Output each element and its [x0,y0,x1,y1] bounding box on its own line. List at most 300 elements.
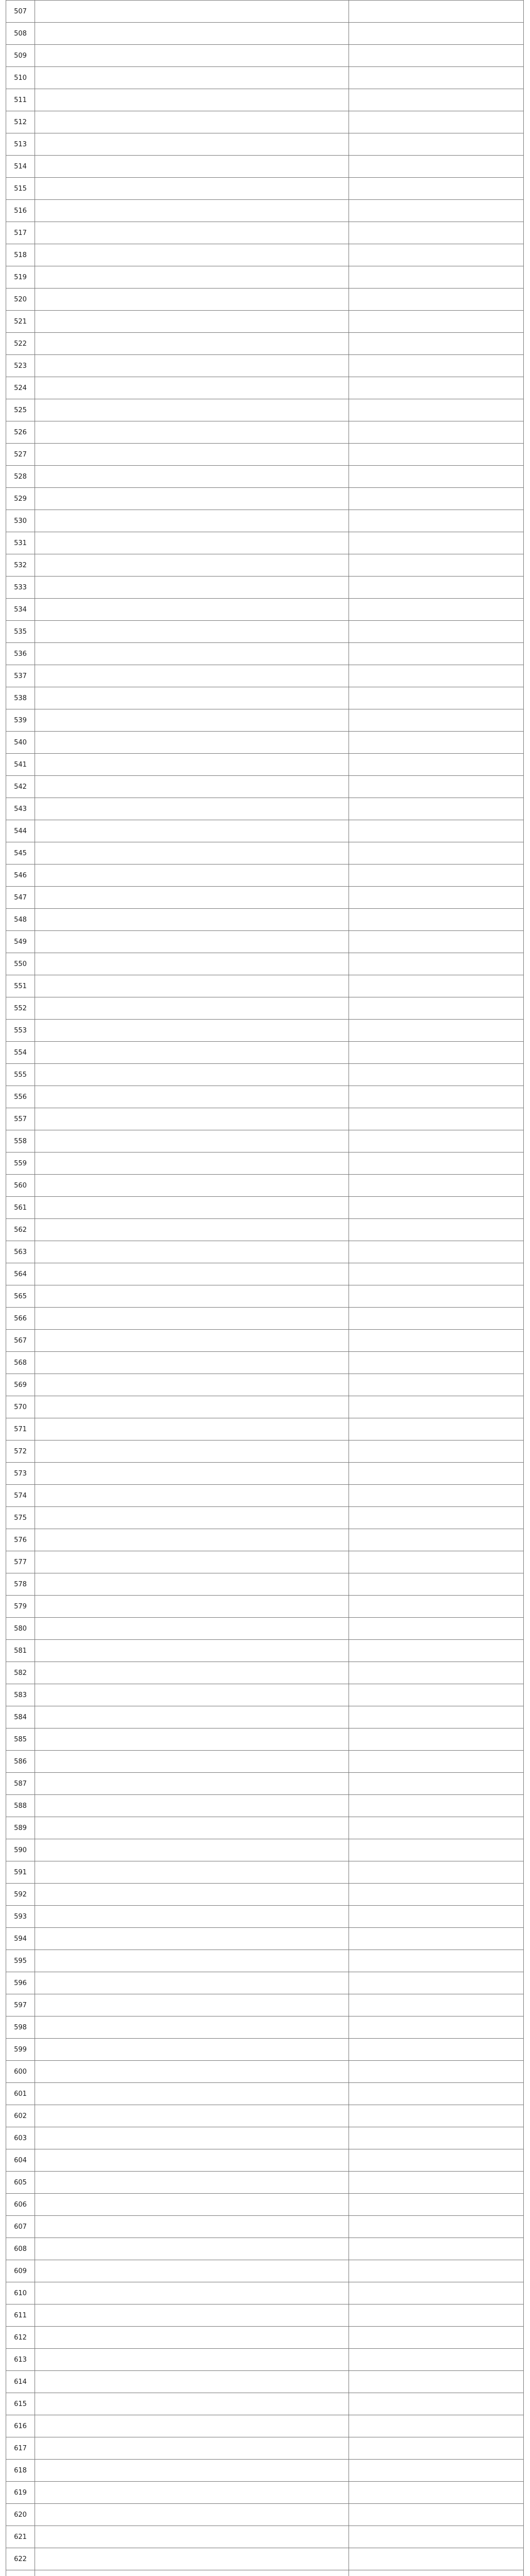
row-number: 525 [6,399,35,421]
table-row [6,2415,524,2437]
table-row [6,798,524,820]
company-name-cell [35,444,349,466]
company-name-cell [35,1994,349,2016]
company-name-cell [35,2105,349,2127]
company-region-cell [349,1839,524,1861]
row-number: 561 [6,1197,35,1219]
company-name-cell [35,377,349,399]
company-name-cell [35,1440,349,1463]
company-region-cell [349,1972,524,1994]
company-name-cell [35,709,349,732]
row-number: 593 [6,1906,35,1928]
company-region-cell [349,2127,524,2149]
company-region-cell [349,798,524,820]
table-row [6,2371,524,2393]
company-region-cell [349,1197,524,1219]
table-row [6,2194,524,2216]
table-row [6,776,524,798]
row-number: 536 [6,643,35,665]
company-name-cell [35,887,349,909]
company-region-cell [349,1330,524,1352]
company-name-cell [35,1020,349,1042]
table-row [6,1440,524,1463]
table-row [6,532,524,554]
table-row [6,89,524,111]
company-region-cell [349,665,524,687]
company-region-cell [349,1175,524,1197]
table-row [6,1950,524,1972]
company-region-cell [349,621,524,643]
company-name-cell [35,1795,349,1817]
row-number: 612 [6,2327,35,2349]
company-name-cell [35,289,349,311]
company-region-cell [349,1086,524,1108]
row-number: 566 [6,1308,35,1330]
company-region-cell [349,1618,524,1640]
company-name-cell [35,1108,349,1130]
company-region-cell [349,776,524,798]
company-region-cell [349,355,524,377]
table-row [6,1153,524,1175]
row-number: 526 [6,421,35,444]
company-name-cell [35,865,349,887]
company-name-cell [35,621,349,643]
company-name-cell [35,45,349,67]
row-number: 608 [6,2238,35,2260]
table-row [6,909,524,931]
table-row [6,1042,524,1064]
table-row [6,421,524,444]
company-name-cell [35,975,349,997]
company-name-cell [35,2415,349,2437]
row-number: 607 [6,2216,35,2238]
company-region-cell [349,2504,524,2526]
row-number: 571 [6,1418,35,1440]
company-name-cell [35,1884,349,1906]
row-number: 618 [6,2460,35,2482]
row-number: 551 [6,975,35,997]
company-name-cell [35,1396,349,1418]
table-row [6,1751,524,1773]
table-row [6,2526,524,2548]
company-region-cell [349,820,524,842]
table-row [6,1640,524,1662]
row-number: 583 [6,1684,35,1706]
row-number: 568 [6,1352,35,1374]
row-number: 545 [6,842,35,865]
company-region-cell [349,289,524,311]
row-number: 603 [6,2127,35,2149]
company-name-cell [35,776,349,798]
table-row [6,754,524,776]
row-number: 598 [6,2016,35,2039]
table-row [6,687,524,709]
row-number: 523 [6,355,35,377]
row-number: 537 [6,665,35,687]
company-region-cell [349,377,524,399]
company-region-cell [349,1928,524,1950]
row-number: 539 [6,709,35,732]
table-row [6,2504,524,2526]
company-name-cell [35,2149,349,2172]
company-region-cell [349,488,524,510]
company-name-cell [35,2482,349,2504]
table-row [6,2016,524,2039]
company-region-cell [349,1374,524,1396]
company-name-cell [35,2437,349,2460]
company-region-cell [349,1906,524,1928]
row-number: 517 [6,222,35,244]
table-row [6,1330,524,1352]
company-region-cell [349,1551,524,1573]
row-number: 518 [6,244,35,266]
company-name-cell [35,1573,349,1596]
company-name-cell [35,599,349,621]
table-row [6,1352,524,1374]
company-region-cell [349,23,524,45]
table-row [6,2149,524,2172]
company-region-cell [349,577,524,599]
table-row [6,133,524,156]
company-name-cell [35,1596,349,1618]
row-number: 556 [6,1086,35,1108]
company-region-cell [349,2304,524,2327]
table-row [6,577,524,599]
table-row [6,599,524,621]
table-row [6,1684,524,1706]
company-name-cell [35,1175,349,1197]
row-number: 616 [6,2415,35,2437]
company-name-cell [35,1773,349,1795]
table-row [6,2105,524,2127]
company-name-cell [35,1086,349,1108]
company-name-cell [35,1861,349,1884]
company-region-cell [349,222,524,244]
company-region-cell [349,2482,524,2504]
company-name-cell [35,909,349,931]
company-region-cell [349,444,524,466]
row-number: 522 [6,333,35,355]
row-number: 543 [6,798,35,820]
row-number: 611 [6,2304,35,2327]
company-region-cell [349,1020,524,1042]
company-name-cell [35,1972,349,1994]
company-name-cell [35,2238,349,2260]
company-region-cell [349,2172,524,2194]
company-region-cell [349,311,524,333]
table-row [6,1573,524,1596]
table-row [6,887,524,909]
company-name-cell [35,421,349,444]
table-row [6,1706,524,1728]
table-row [6,1197,524,1219]
row-number: 606 [6,2194,35,2216]
table-row [6,1773,524,1795]
company-name-cell [35,488,349,510]
table-row [6,111,524,133]
table-row [6,45,524,67]
table-row [6,953,524,975]
row-number: 578 [6,1573,35,1596]
company-name-cell [35,1906,349,1928]
row-number: 582 [6,1662,35,1684]
company-name-cell [35,200,349,222]
company-region-cell [349,1285,524,1308]
company-name-cell [35,466,349,488]
company-region-cell [349,133,524,156]
company-name-cell [35,2460,349,2482]
table-row [6,1662,524,1684]
row-number: 559 [6,1153,35,1175]
table-row [6,1175,524,1197]
company-region-cell [349,1529,524,1551]
company-name-cell [35,1618,349,1640]
row-number: 573 [6,1463,35,1485]
row-number: 584 [6,1706,35,1728]
company-region-cell [349,2526,524,2548]
company-name-cell [35,1308,349,1330]
table-row [6,1884,524,1906]
company-name-cell [35,2349,349,2371]
row-number: 546 [6,865,35,887]
company-region-cell [349,2216,524,2238]
company-name-cell [35,1728,349,1751]
table-row [6,1219,524,1241]
company-name-cell [35,1197,349,1219]
table-row [6,444,524,466]
company-region-cell [349,89,524,111]
company-region-cell [349,2282,524,2304]
row-number: 600 [6,2061,35,2083]
company-region-cell [349,2260,524,2282]
company-region-cell [349,1396,524,1418]
row-number: 535 [6,621,35,643]
company-name-cell [35,1684,349,1706]
row-number: 533 [6,577,35,599]
table-row [6,1596,524,1618]
table-row [6,333,524,355]
company-region-cell [349,1241,524,1263]
row-number: 529 [6,488,35,510]
company-region-cell [349,1263,524,1285]
row-number: 514 [6,156,35,178]
table-row [6,1308,524,1330]
company-region-cell [349,244,524,266]
row-number: 594 [6,1928,35,1950]
company-name-cell [35,1640,349,1662]
company-table [6,0,524,2576]
company-region-cell [349,2570,524,2576]
table-row [6,2570,524,2576]
row-number: 614 [6,2371,35,2393]
company-region-cell [349,2393,524,2415]
row-number: 581 [6,1640,35,1662]
row-number: 572 [6,1440,35,1463]
company-region-cell [349,599,524,621]
company-region-cell [349,2083,524,2105]
company-name-cell [35,1352,349,1374]
row-number: 586 [6,1751,35,1773]
company-name-cell [35,1263,349,1285]
table-row [6,1972,524,1994]
company-region-cell [349,1,524,23]
table-row [6,1994,524,2016]
table-row [6,2460,524,2482]
company-name-cell [35,1219,349,1241]
row-number: 601 [6,2083,35,2105]
company-name-cell [35,997,349,1020]
row-number: 621 [6,2526,35,2548]
table-row [6,488,524,510]
table-row [6,1463,524,1485]
row-number: 513 [6,133,35,156]
company-region-cell [349,754,524,776]
company-region-cell [349,2238,524,2260]
company-region-cell [349,643,524,665]
company-name-cell [35,67,349,89]
company-name-cell [35,1817,349,1839]
company-region-cell [349,1706,524,1728]
row-number: 531 [6,532,35,554]
company-name-cell [35,2371,349,2393]
table-row [6,399,524,421]
row-number: 560 [6,1175,35,1197]
table-row [6,156,524,178]
table-row [6,2548,524,2570]
table-row [6,1485,524,1507]
row-number: 620 [6,2504,35,2526]
table-row [6,2061,524,2083]
company-region-cell [349,510,524,532]
company-name-cell [35,1330,349,1352]
company-region-cell [349,2105,524,2127]
company-name-cell [35,1485,349,1507]
row-number: 615 [6,2393,35,2415]
company-name-cell [35,665,349,687]
company-region-cell [349,1795,524,1817]
company-region-cell [349,1596,524,1618]
row-number: 555 [6,1064,35,1086]
company-region-cell [349,2548,524,2570]
table-row [6,1,524,23]
company-region-cell [349,1308,524,1330]
company-name-cell [35,2061,349,2083]
row-number: 541 [6,754,35,776]
row-number: 540 [6,732,35,754]
table-row [6,1906,524,1928]
row-number: 519 [6,266,35,289]
row-number: 508 [6,23,35,45]
row-number: 558 [6,1130,35,1153]
row-number: 538 [6,687,35,709]
table-row [6,1263,524,1285]
row-number: 577 [6,1551,35,1573]
company-region-cell [349,178,524,200]
company-region-cell [349,2437,524,2460]
company-name-cell [35,1662,349,1684]
table-row [6,244,524,266]
company-name-cell [35,355,349,377]
company-name-cell [35,2216,349,2238]
company-region-cell [349,1640,524,1662]
company-region-cell [349,399,524,421]
company-name-cell [35,1463,349,1485]
table-row [6,842,524,865]
company-region-cell [349,2460,524,2482]
company-region-cell [349,156,524,178]
table-row [6,2349,524,2371]
company-name-cell [35,2194,349,2216]
table-row [6,2039,524,2061]
table-row [6,1839,524,1861]
table-row [6,510,524,532]
row-number: 574 [6,1485,35,1507]
company-region-cell [349,1817,524,1839]
company-region-cell [349,931,524,953]
row-number: 599 [6,2039,35,2061]
company-region-cell [349,997,524,1020]
row-number: 597 [6,1994,35,2016]
row-number: 527 [6,444,35,466]
row-number: 515 [6,178,35,200]
company-name-cell [35,23,349,45]
table-row [6,311,524,333]
table-row [6,178,524,200]
table-row [6,1418,524,1440]
company-name-cell [35,1285,349,1308]
company-region-cell [349,2349,524,2371]
company-name-cell [35,842,349,865]
table-row [6,1928,524,1950]
company-name-cell [35,1529,349,1551]
company-region-cell [349,200,524,222]
row-number: 602 [6,2105,35,2127]
table-row [6,200,524,222]
row-number: 511 [6,89,35,111]
company-name-cell [35,510,349,532]
company-region-cell [349,1463,524,1485]
row-number: 619 [6,2482,35,2504]
company-region-cell [349,554,524,577]
company-region-cell [349,1352,524,1374]
row-number: 547 [6,887,35,909]
company-name-cell [35,2570,349,2576]
company-region-cell [349,45,524,67]
company-region-cell [349,1662,524,1684]
table-row [6,1130,524,1153]
table-row [6,997,524,1020]
company-name-cell [35,1839,349,1861]
company-name-cell [35,2172,349,2194]
row-number: 554 [6,1042,35,1064]
row-number: 604 [6,2149,35,2172]
company-name-cell [35,266,349,289]
company-name-cell [35,399,349,421]
company-region-cell [349,2415,524,2437]
company-region-cell [349,2371,524,2393]
company-name-cell [35,798,349,820]
table-row [6,1618,524,1640]
row-number: 530 [6,510,35,532]
table-row [6,355,524,377]
row-number [6,2570,35,2576]
table-row [6,2437,524,2460]
row-number: 595 [6,1950,35,1972]
company-name-cell [35,1507,349,1529]
table-row [6,1728,524,1751]
company-name-cell [35,2260,349,2282]
row-number: 579 [6,1596,35,1618]
